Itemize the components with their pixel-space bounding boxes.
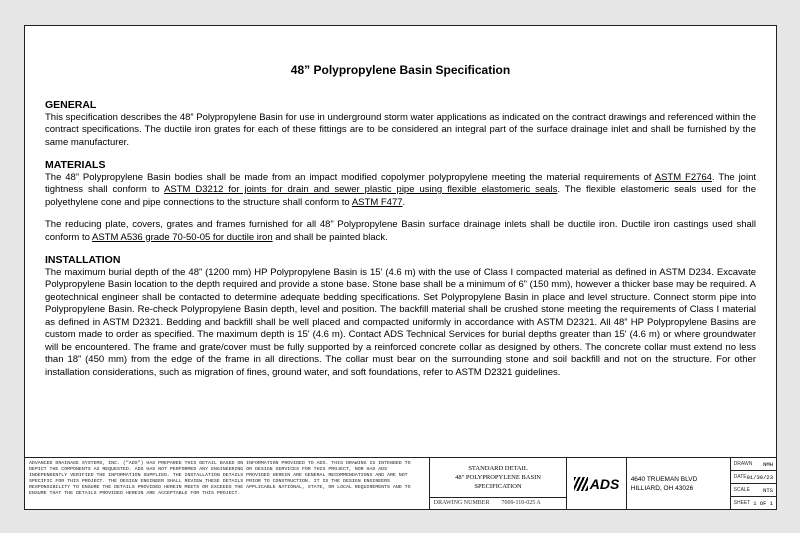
materials-paragraph-1	[45, 172, 756, 210]
drawn-row	[731, 458, 776, 471]
drawn-label: DRAWN	[733, 461, 753, 467]
materials-paragraph-2	[45, 219, 756, 244]
materials-text: . The joint tightness shall conform to	[45, 171, 756, 195]
astm-d3212-reference: ASTM D3212 for joints for drain and sewer plastic pipe using flexible elastomeric seals	[164, 184, 558, 195]
scale-label: SCALE	[733, 487, 751, 493]
astm-a536-reference: ASTM A536 grade 70-50-05 for ductile iron	[92, 231, 273, 243]
drawn-value: NMH	[763, 460, 773, 468]
standard-detail-box	[430, 458, 568, 509]
std-line-1: STANDARD DETAIL	[468, 465, 528, 472]
drawing-number-label: DRAWING NUMBER	[433, 500, 490, 506]
date-row	[731, 471, 776, 484]
date-label: DATE	[733, 474, 747, 480]
materials-heading: MATERIALS	[45, 159, 106, 171]
installation-text: The maximum burial depth of the 48” (1200 mm) HP Polypropylene Basin is 15' (4.6 m) with the use of Class I compacted material as defined in ASTM D234. Excavate Polypropylene Basin location to the depth required and provide a stone base. Stone base shall be a minimum of 6” (150 mm), however a thicker base may be required. A geotechnical engineer shall be contacted to determine adequate bedding specifications. Set Polypropylene Basin in place and level structure. Connect storm pipe into Polypropylene Basin. Re-check Polypropylene Basin depth, level and position. The backfill material shall be crushed stone meeting the requirements of Class I material as defined in ASTM D2321. Bedding and backfill shall be well placed and compacted uniformly in accordance with ASTM D2321. All 48” HP Polypropylene Basins are custom made to order as specified. The maximum depth is 15' (4.6 m). Contact ADS Technical Services for burial depths greater than 15' (4.6 m) or where groundwater will be encountered. The frame and grate/cover must be fully supported by a reinforced concrete collar as designed by others. The concrete collar must extend no less than 18” (450 mm) from the edge of the frame in all directions. The collar must bear on the surrounding stone and soil backfill and not on the structure. For other installation considerations, such as migration of fines, ground water, and soft foundations, refer to ASTM D2321 guidelines.	[45, 266, 756, 378]
disclaimer-text: ADVANCED DRAINAGE SYSTEMS, INC. ("ADS") HAS PREPARED THIS DETAIL BASED ON INFORMATION PROVIDED TO ADS. THIS DRAWING IS INTENDED TO DEPICT THE COMPONENTS AS REQUESTED. ADS HAS NOT PERFORMED ANY ENGINEERING OR DESIGN SERVICES FOR THIS PROJECT, NOR HAS ADS INDEPENDENTLY VERIFIED THE INFORMATION SUPPLIED. THE INSTALLATION DETAILS PROVIDED HEREIN ARE GENERAL RECOMMENDATIONS AND ARE NOT SPECIFIC FOR THIS PROJECT. THE DESIGN ENGINEER SHALL REVIEW THESE DETAILS PRIOR TO CONSTRUCTION. IT IS THE DESIGN ENGINEERS RESPONSIBILITY TO ENSURE THE DETAILS PROVIDED HEREIN MEETS OR EXCEEDS THE APPLICABLE NATIONAL, STATE, OR LOCAL REQUIREMENTS AND TO ENSURE THAT THE DETAILS PROVIDED HEREIN ARE ACCEPTABLE FOR THIS PROJECT.	[25, 458, 430, 509]
drawing-meta	[731, 458, 776, 509]
sheet-value: 1 OF 1	[753, 499, 773, 507]
drawing-number-row	[430, 497, 567, 509]
date-value: 01/30/23	[746, 473, 773, 481]
general-text: This specification describes the 48” Polypropylene Basin for use in underground storm water applications as indicated on the contract drawings and referenced within the contract specifications. The ductile iron grates for each of these fittings are to be considered an integral part of the surface drainage inlet and shall be furnished by the same manufacturer.	[45, 111, 756, 148]
address-line-1: 4640 TRUEMAN BLVD	[630, 475, 698, 483]
materials-text: The reducing plate, covers, grates and frames furnished for all 48” Polypropylene Basin surface drainage inlets shall be ductile iron. Ductile iron castings used shall conform to	[45, 219, 756, 243]
address-block	[627, 458, 731, 509]
materials-text: The 48” Polypropylene Basin bodies shall be made from an impact modified copolymer polypropylene meeting the material requirements of	[45, 171, 655, 183]
title-block	[25, 457, 776, 509]
drawing-number: 7009-110-025 A	[501, 500, 541, 506]
address-line-2: HILLIARD, OH 43026	[630, 484, 694, 492]
astm-f477-reference: ASTM F477	[351, 196, 403, 208]
materials-text: .	[402, 196, 406, 208]
standard-detail-title	[430, 464, 567, 491]
astm-f2764-reference: ASTM F2764	[654, 171, 712, 183]
scale-row	[731, 484, 776, 497]
std-line-2: 48" POLYPROPYLENE BASIN	[455, 474, 541, 481]
page-title: 48” Polypropylene Basin Specification	[290, 63, 511, 77]
materials-text: . The flexible elastomeric seals used for the polyethylene cone and pipe connections to the structure shall conform to	[45, 184, 756, 208]
installation-heading: INSTALLATION	[45, 254, 121, 266]
materials-text: and shall be painted black.	[272, 231, 388, 243]
sheet-label: SHEET	[733, 500, 751, 506]
sheet-row	[731, 497, 776, 509]
spec-body	[45, 99, 756, 389]
ads-logo-text: ADS	[589, 475, 620, 492]
std-line-3: SPECIFICATION	[474, 483, 522, 490]
ads-logo	[567, 458, 626, 509]
drawing-sheet	[24, 25, 777, 510]
scale-value: NTS	[763, 486, 773, 494]
ads-logo-mark-icon	[574, 477, 588, 491]
general-heading: GENERAL	[45, 99, 97, 111]
